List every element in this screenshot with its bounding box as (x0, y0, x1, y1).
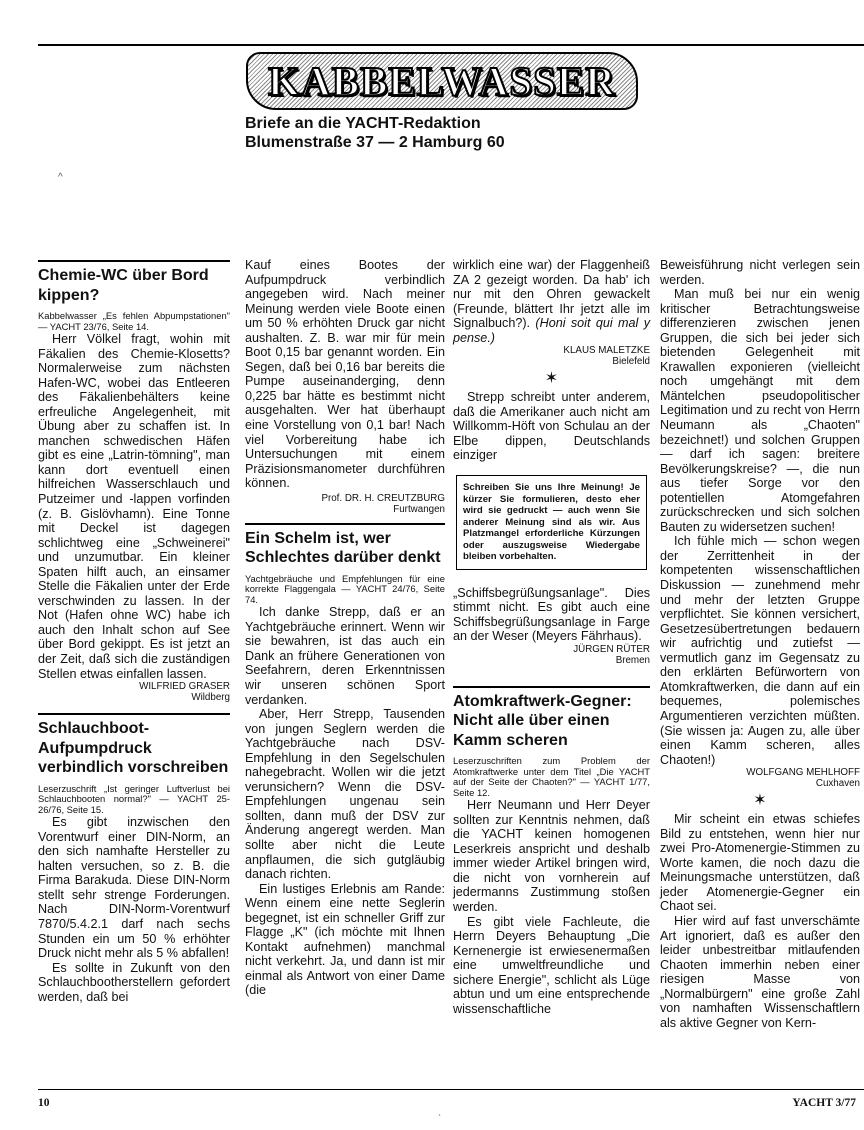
letter-body-atom-1: Herr Neumann und Herr Deyer sollten zur Kenntnis nehmen, daß die YACHT keinen homogenen Leserkreis anspricht und deshalb immer wieder Artikel bringen wird, die nicht von vornherein auf jedermanns Zustimmung stoßen werden. (453, 798, 650, 915)
letter-title-schlauch: Schlauchboot-Aufpumpdruck verbindlich vorschreiben (38, 713, 230, 778)
letter-body-chemie: Herr Völkel fragt, wohin mit Fäkalien des Chemie-Klosetts? Normalerweise zum nächsten Hafen-WC, wobei das Entleeren des Fäkalienbehälters keine erfreuliche Angelegenheit, mit Übung aber zu schaffen ist. In manchen schwedischen Häfen gibt es eine „Latrin-tömning", man kann dort eventuell einen hilfreichen Wasserschlauch und Putzeimer und -lappen vorfinden (z. B. Gislövhamn). Eine Tonne mit Deckel ist dagegen schlichtweg eine „Schweinerei" und unzumutbar. Ein kleiner Spaten hilft auch, an einsamer Stelle die Fäkalien unter der Erde verschwinden zu lassen. In der Not (Hafen ohne WC) habe ich auch den Inhalt schon auf See über Bord gekippt. Es ist jetzt an der Zeit, daß sich die zuständigen Stellen etwas einfallen lassen. (38, 332, 230, 681)
letter-signature-maletzke (453, 345, 650, 367)
letter-body-atom-7: Hier wird auf fast unverschämte Art ignoriert, daß es außer den leider unbestreitbar mitlaufenden Chaoten immerhin neben einer riesigen Masse von „Normalbürgern" eine große Zahl von namhaften Wissenschaftlern als aktive Gegner von Kern- (660, 913, 860, 1030)
letter-body-schelm-4: wirklich eine war) der Flaggenheiß ZA 2 gezeigt worden. Da hab' ich nur mit den Ohren gewackelt (Freunde, blättert Ihr jetzt alle im Signalbuch?). (Honi soit qui mal y pense.) (453, 258, 651, 345)
subtitle-line-2: Blumenstraße 37 — 2 Hamburg 60 (245, 134, 505, 151)
letter-body-schelm-2: Aber, Herr Strepp, Tausenden von jungen Seglern werden die Yachtgebräuche nach DSV-Empfehlung in den Segelschulen nahegebracht. Wollen wir die jetzt verunsichern? Wenn die DSV-Empfehlungen ungenau sein sollten, dann muß der DSV zur Änderung angeregt werden. Man sollte aber nicht die Leute anpflaumen, die sich gutgläubig danach richten. (245, 707, 445, 882)
separator-star-icon: ✶ (544, 370, 559, 388)
italic-quote: (Honi soit qui mal y pense.) (453, 316, 651, 345)
subtitle-line-1: Briefe an die YACHT-Redaktion (245, 115, 481, 132)
author-city: Bremen (615, 654, 650, 666)
column-1 (38, 258, 230, 1004)
letter-body-atom-3: Beweisführung nicht verlegen sein werden. (660, 258, 860, 287)
column-3 (453, 258, 650, 1016)
letter-reference-atom: Leserzuschriften zum Problem der Atomkraftwerke unter dem Titel „Die YACHT auf der Seite der Chaoten?" — YACHT 1/77, Seite 12. (453, 755, 650, 798)
scan-speck: ^ (58, 172, 63, 183)
author-city: Furtwangen (393, 503, 445, 515)
author-city: Bielefeld (612, 356, 650, 368)
page-number: 10 (38, 1097, 50, 1109)
letter-signature-schlauch (245, 493, 445, 515)
author-name: KLAUS MALETZKE (563, 345, 650, 357)
column-2 (245, 258, 445, 998)
letter-body-schelm-6: „Schiffsbegrüßungsanlage". Dies stimmt nicht. Es gibt auch eine Schiffsbegrüßungsanlage in Farge an der Weser (Meyers Fährhaus). (453, 585, 650, 644)
letter-body-atom-2: Es gibt viele Fachleute, die Herrn Deyers Behauptung „Die Kernenergie ist erwiesenermaßen eine umweltfreundliche und sichere Energie", schlicht als Lüge abtun und um eine entsprechende wissenschaftliche (453, 914, 650, 1016)
author-city: Wildberg (191, 692, 230, 704)
letter-body-schlauch-2: Es sollte in Zukunft von den Schlauchbootherstellern gefordert werden, daß bei (38, 960, 230, 1004)
letter-reference-schlauch: Leserzuschrift „Ist geringer Luftverlust bei Schlauchbooten normal?" — YACHT 25-26/76, Seite 15. (38, 782, 230, 815)
scan-speck: ˋ (438, 1114, 442, 1125)
letter-reference-schelm: Yachtgebräuche und Empfehlungen für eine korrekte Flaggengala — YACHT 24/76, Seite 74. (245, 572, 445, 605)
separator-star-icon: ✶ (753, 792, 767, 810)
letter-title-chemie: Chemie-WC über Bord kippen? (38, 260, 230, 305)
letter-reference-chemie: Kabbelwasser „Es fehlen Abpumpstationen" — YACHT 23/76, Seite 14. (38, 310, 230, 332)
author-name: JÜRGEN RÜTER (573, 643, 650, 655)
header-rule (38, 44, 864, 46)
issue-label: YACHT 3/77 (792, 1097, 856, 1109)
letter-body-schelm-1: Ich danke Strepp, daß er an Yachtgebräuche erinnert. Wenn wir sie bewahren, ist das auch ein Dank an frühere Generationen von Seefahrern, deren Erkenntnissen wir unseren schönen Sport verdanken. (245, 605, 445, 707)
letter-body-atom-5: Ich fühle mich — schon wegen der Zerrittenheit in der kompetenten wissenschaftlichen Diskussion — zunehmend mehr und mehr der letzten Gruppe verpflichtet. Sie können versichert, Gesetzesübertretungen bedauern wir aufrichtig und zutiefst — vermutlich ganz im Gegensatz zu den erklärten Befürwortern von Atomkraftwerken, die dann auf ein bequemes, polemisches Argumentieren verzichten müßten. (Sie wissen ja: Augen zu, alle über einen Kamm scheren, alles Chaoten!) (660, 534, 860, 767)
author-name: WILFRIED GRASER (139, 681, 230, 693)
logo-text: KABBELWASSER (268, 58, 616, 104)
letter-body-atom-4: Man muß bei nur ein wenig kritischer Betrachtungsweise differenzieren zwischen jenen Gruppen, die sich bei jeder sich bietenden Gelegenheit mit Krawallen exponieren (vielleicht noch umgehängt mit dem Mäntelchen pseudopolitischer Legitimation und zu recht von Herrn Neumann als „Chaoten" bezeichnet!) und solchen Gruppen — darf ich sagen: breitere Bevölkerungskreise? —, die nun aus tiefer Sorge vor den potentiellen Atomgefahren zurückschrecken und sich solchen Bauten zu widersetzen suchen! (660, 287, 860, 534)
letter-body-atom-6: Mir scheint ein etwas schiefes Bild zu entstehen, wenn hier nur zwei Pro-Atomenergie-Stimmen zu Worte kamen, die noch dazu die Meinungsmache unterstützen, daß jeder Atomenergie-Gegner ein Chaot sei. (660, 812, 860, 914)
letter-body-schlauch-3: Kauf eines Bootes der Aufpumpdruck verbindlich angegeben wird. Nach meiner Meinung werden viele Boote einen um 50 % erhöhten Druck gar nicht aushalten. Z. B. war mir für mein Boot 0,15 bar genannt worden. Ein Segen, daß bei 0,16 bar bereits die Pumpe auseinanderging, denn 0,225 bar hätte es bestimmt nicht ausgehalten. Wer hat überhaupt eine Vorstellung von 0,1 bar! Nach viel Vorbereitung habe ich Untersuchungen mit einem Präzisionsmanometer durchführen können. (245, 258, 445, 491)
column-4 (660, 258, 860, 1030)
footer-rule (38, 1089, 864, 1090)
letter-title-atom: Atomkraftwerk-Gegner: Nicht alle über einen Kamm scheren (453, 686, 650, 751)
letter-signature-rueter (453, 644, 650, 666)
letter-body-schlauch-1: Es gibt inzwischen den Vorentwurf einer DIN-Norm, an den sich namhafte Hersteller zu halten versuchen, so z. B. die Firma Barakuda. Diese DIN-Norm stellt sehr strenge Forderungen. Nach DIN-Norm-Vorentwurf 7870/5.4.2.1 darf nach sechs Stunden ein um 50 % erhöhter Druck nicht mehr als 5 % abfallen! (38, 815, 230, 961)
author-name: Prof. DR. H. CREUTZBURG (321, 492, 445, 504)
letter-signature-chemie (38, 681, 230, 703)
letter-signature-mehlhoff (660, 767, 860, 789)
letter-body-schelm-3: Ein lustiges Erlebnis am Rande: Wenn einem eine nette Seglerin begegnet, ist ein schneller Griff zur Flagge „K" (ich möchte mit Ihnen Kontakt aufnehmen) manchmal nicht verkehrt. Ja, und dann ist mir einmal als Antwort von einer Dame (die (245, 881, 445, 998)
author-name: WOLFGANG MEHLHOFF (746, 767, 860, 779)
kabbelwasser-logo (246, 52, 638, 110)
letter-body-schelm-5: Strepp schreibt unter anderem, daß die Amerikaner auch nicht am Willkomm-Höft von Schulau an der Elbe dippen, Deutschlands einziger (453, 390, 650, 463)
letter-title-schelm: Ein Schelm ist, wer Schlechtes darüber denkt (245, 523, 445, 568)
author-city: Cuxhaven (815, 778, 860, 790)
editorial-notice-box: Schreiben Sie uns Ihre Meinung! Je kürzer Sie formulieren, desto eher wird sie gedruckt — auch wenn Sie anderer Meinung sind als wir. Aus Platzmangel erforderliche Kürzungen oder auszugsweise Wiedergabe bleiben vorbehalten. (456, 475, 647, 570)
